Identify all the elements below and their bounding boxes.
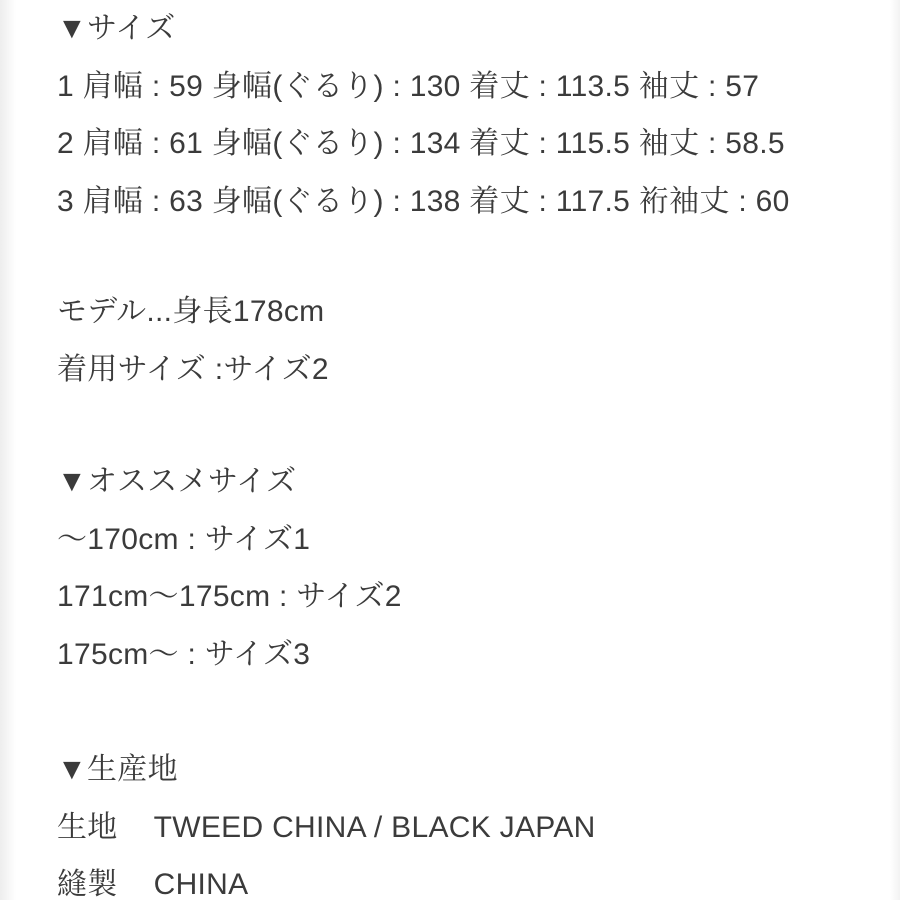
- size-row-1: 1 肩幅 : 59 身幅(ぐるり) : 130 着丈 : 113.5 袖丈 : 57: [57, 69, 760, 103]
- sewing-row: [57, 856, 900, 900]
- fabric-label: 生地: [57, 810, 118, 844]
- size-row-2: 2 肩幅 : 61 身幅(ぐるり) : 134 着丈 : 115.5 袖丈 : 58.5: [57, 127, 785, 160]
- recommended-size-row-3: 175cm〜 : サイズ3: [57, 637, 311, 671]
- fabric-row: [57, 799, 900, 857]
- size-section-heading: ▼サイズ: [57, 12, 176, 45]
- section-gap: [57, 398, 900, 453]
- fabric-value: TWEED CHINA / BLACK JAPAN: [153, 810, 596, 844]
- recommended-size-row-2: 171cm〜175cm : サイズ2: [57, 580, 402, 613]
- sewing-label: 縫製: [57, 868, 118, 900]
- content-block: [57, 0, 900, 900]
- recommended-size-heading: ▼オススメサイズ: [57, 465, 297, 498]
- recommended-size-row-1: 〜170cm : サイズ1: [57, 522, 311, 556]
- model-wearing-size-line: 着用サイズ :サイズ2: [57, 352, 329, 386]
- size-row-3: 3 肩幅 : 63 身幅(ぐるり) : 138 着丈 : 117.5 裄袖丈 : 60: [57, 184, 790, 218]
- section-gap: [57, 230, 900, 283]
- left-edge-shade: [0, 0, 16, 900]
- section-gap: [57, 683, 900, 741]
- production-heading: ▼生産地: [57, 753, 178, 786]
- model-height-line: モデル...身長178cm: [57, 295, 325, 328]
- sewing-value: CHINA: [153, 868, 249, 900]
